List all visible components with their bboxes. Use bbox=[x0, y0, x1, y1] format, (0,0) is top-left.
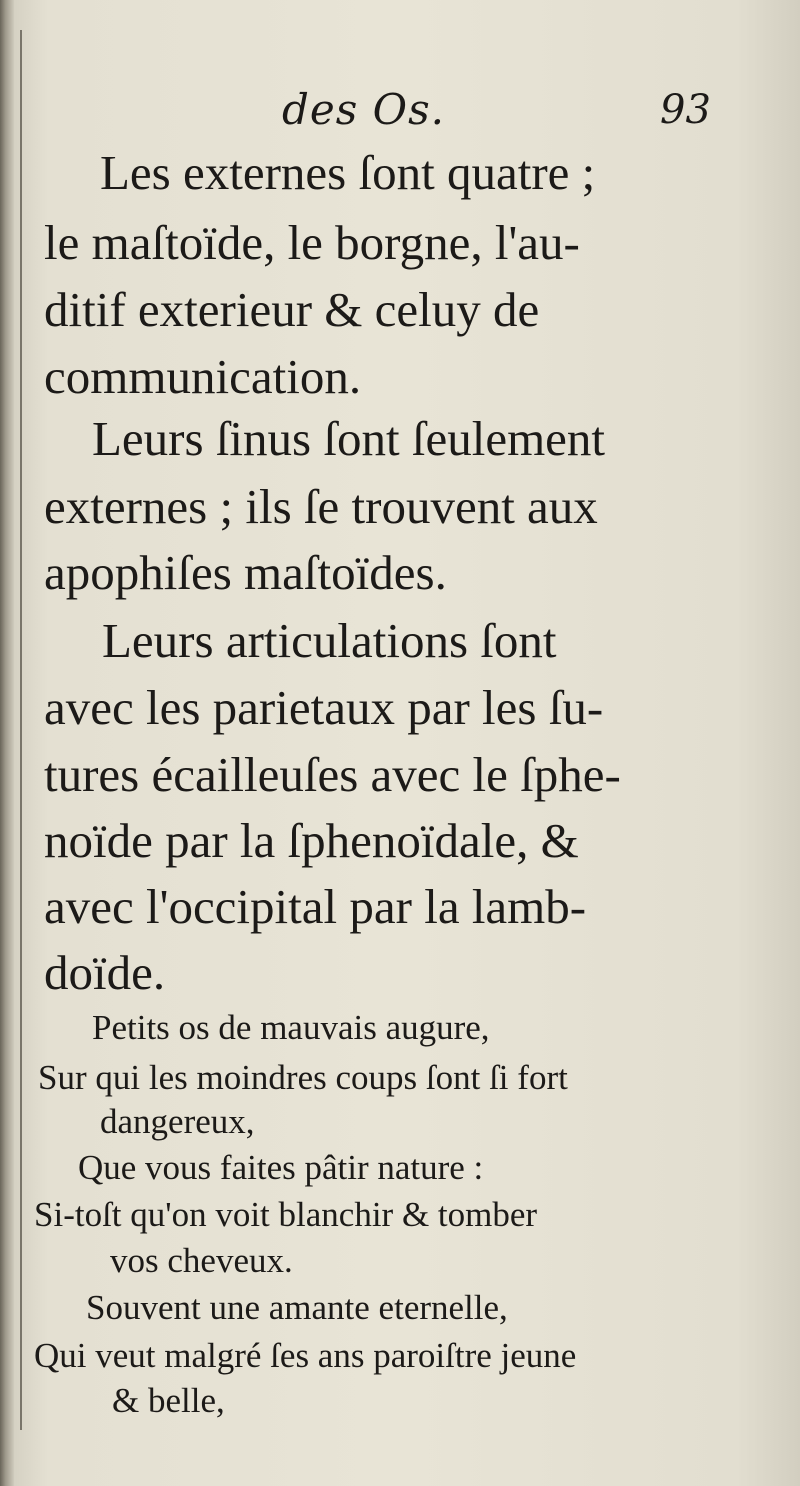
text-line: ditif exterieur & celuy de bbox=[44, 282, 540, 337]
verse-line: Sur qui les moindres coups ſont ſi fort bbox=[38, 1058, 568, 1097]
text-line: communication. bbox=[44, 349, 362, 404]
text-line: avec les parietaux par les ſu- bbox=[44, 680, 604, 735]
verse-line: dangereux, bbox=[100, 1102, 255, 1141]
page-header bbox=[0, 85, 800, 145]
text-line: Leurs articulations ſont bbox=[102, 613, 557, 668]
text-line: avec l'occipital par la lamb- bbox=[44, 879, 587, 934]
text-line: Leurs ſinus ſont ſeulement bbox=[92, 411, 606, 466]
page-gutter bbox=[0, 0, 14, 1486]
text-line: Les externes ſont quatre ; bbox=[100, 145, 596, 200]
verse-line: vos cheveux. bbox=[110, 1241, 293, 1280]
page-number: 93 bbox=[660, 87, 711, 133]
text-line: doïde. bbox=[44, 945, 166, 1000]
verse-line: Que vous faites pâtir nature : bbox=[78, 1148, 484, 1187]
verse-line: & belle, bbox=[112, 1381, 225, 1420]
text-line: externes ; ils ſe trouvent aux bbox=[44, 479, 598, 534]
text-line: tures écailleuſes avec le ſphe- bbox=[44, 747, 621, 802]
verse-line: Si-toſt qu'on voit blanchir & tomber bbox=[34, 1195, 538, 1234]
verse-line: Souvent une amante eternelle, bbox=[86, 1288, 508, 1327]
text-line: le maſtoïde, le borgne, l'au- bbox=[44, 215, 580, 270]
verse-line: Petits os de mauvais augure, bbox=[92, 1008, 490, 1047]
binding-edge bbox=[20, 30, 22, 1430]
text-line: noïde par la ſphenoïdale, & bbox=[44, 813, 579, 868]
running-title: des Os. bbox=[282, 85, 445, 134]
verse-line: Qui veut malgré ſes ans paroiſtre jeune bbox=[34, 1336, 577, 1375]
text-line: apophiſes maſtoïdes. bbox=[44, 545, 447, 600]
